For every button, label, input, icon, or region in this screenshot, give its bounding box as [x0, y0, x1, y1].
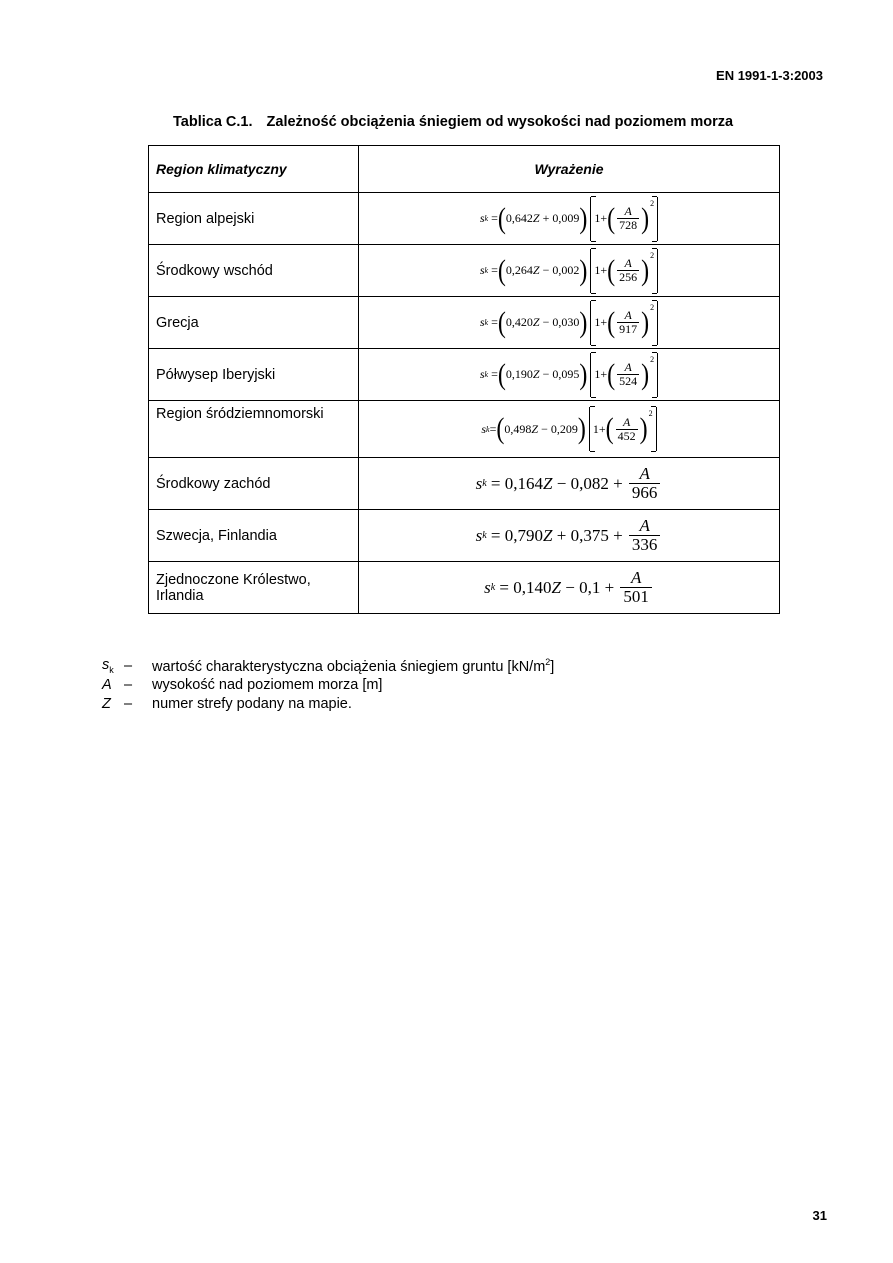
formula: s k = ( 0,498 Z − 0,209 ) 1+ ( $\frac{A}{452}$ ) 2 [481, 407, 656, 451]
legend-dash: – [124, 676, 133, 693]
expression-cell [359, 297, 780, 349]
region-cell: Półwysep Iberyjski [149, 349, 359, 401]
legend-symbol: Z [102, 695, 111, 712]
snow-load-table [148, 145, 780, 614]
expression-cell [359, 510, 780, 562]
region-cell: Szwecja, Finlandia [149, 510, 359, 562]
legend-item [102, 656, 554, 675]
legend-symbol: A [102, 676, 112, 693]
symbol-legend [102, 656, 554, 713]
table-number: Tablica C.1. [173, 114, 253, 130]
expression-cell [359, 245, 780, 297]
formula: s k = 0,790 Z + 0,375 + $\frac{A}{336}$ [476, 517, 663, 554]
legend-text: numer strefy podany na mapie. [152, 695, 352, 712]
region-cell: Środkowy zachód [149, 458, 359, 510]
region-cell: Region śródziemnomorski [149, 401, 359, 458]
formula: s k = 0,164 Z − 0,082 + $\frac{A}{966}$ [476, 465, 663, 502]
formula: s k = ( 0,264 Z − 0,002 ) 1+ ( $\frac{A}{256}$ ) 2 [480, 249, 658, 293]
legend-dash: – [124, 657, 133, 674]
legend-item [102, 675, 554, 694]
formula: s k = ( 0,420 Z − 0,030 ) 1+ ( $\frac{A}{917}$ ) 2 [480, 301, 658, 345]
region-cell: Region alpejski [149, 193, 359, 245]
table-row [149, 245, 780, 297]
header-region: Region klimatyczny [149, 146, 359, 193]
legend-dash: – [124, 695, 133, 712]
table-caption [173, 114, 733, 130]
legend-symbol: $s_k$ [102, 656, 114, 675]
table-row [149, 510, 780, 562]
expression-cell [359, 401, 780, 458]
table-title: Zależność obciążenia śniegiem od wysokości nad poziomem morza [266, 114, 734, 130]
legend-text: wartość charakterystyczna obciążenia śniegiem gruntu $[kN/m^2]$ [152, 656, 555, 675]
region-line: Zjednoczone Królestwo, [156, 571, 311, 588]
standard-reference: EN 1991-1-3:2003 [716, 68, 823, 83]
expression-cell [359, 458, 780, 510]
region-cell: Środkowy wschód [149, 245, 359, 297]
formula: s k = ( 0,190 Z − 0,095 ) 1+ ( $\frac{A}{524}$ ) 2 [480, 353, 658, 397]
table-row [149, 458, 780, 510]
legend-text: wysokość nad poziomem morza [m] [152, 676, 383, 693]
region-line: Irlandia [156, 587, 204, 604]
formula: s k = 0,140 Z − 0,1 + $\frac{A}{501}$ [484, 569, 654, 606]
region-cell: Grecja [149, 297, 359, 349]
region-cell [149, 562, 359, 614]
table-row [149, 297, 780, 349]
table-row [149, 349, 780, 401]
table-header-row [149, 146, 780, 193]
formula: s k = ( 0,642 Z + 0,009 ) 1+ ( $\frac{A}{728}$ ) 2 [480, 197, 658, 241]
table-row [149, 193, 780, 245]
expression-cell [359, 562, 780, 614]
expression-cell [359, 349, 780, 401]
table-row [149, 401, 780, 458]
table-row [149, 562, 780, 614]
legend-item [102, 694, 554, 713]
header-expression: Wyrażenie [359, 146, 780, 193]
page-number: 31 [812, 1208, 827, 1223]
expression-cell [359, 193, 780, 245]
